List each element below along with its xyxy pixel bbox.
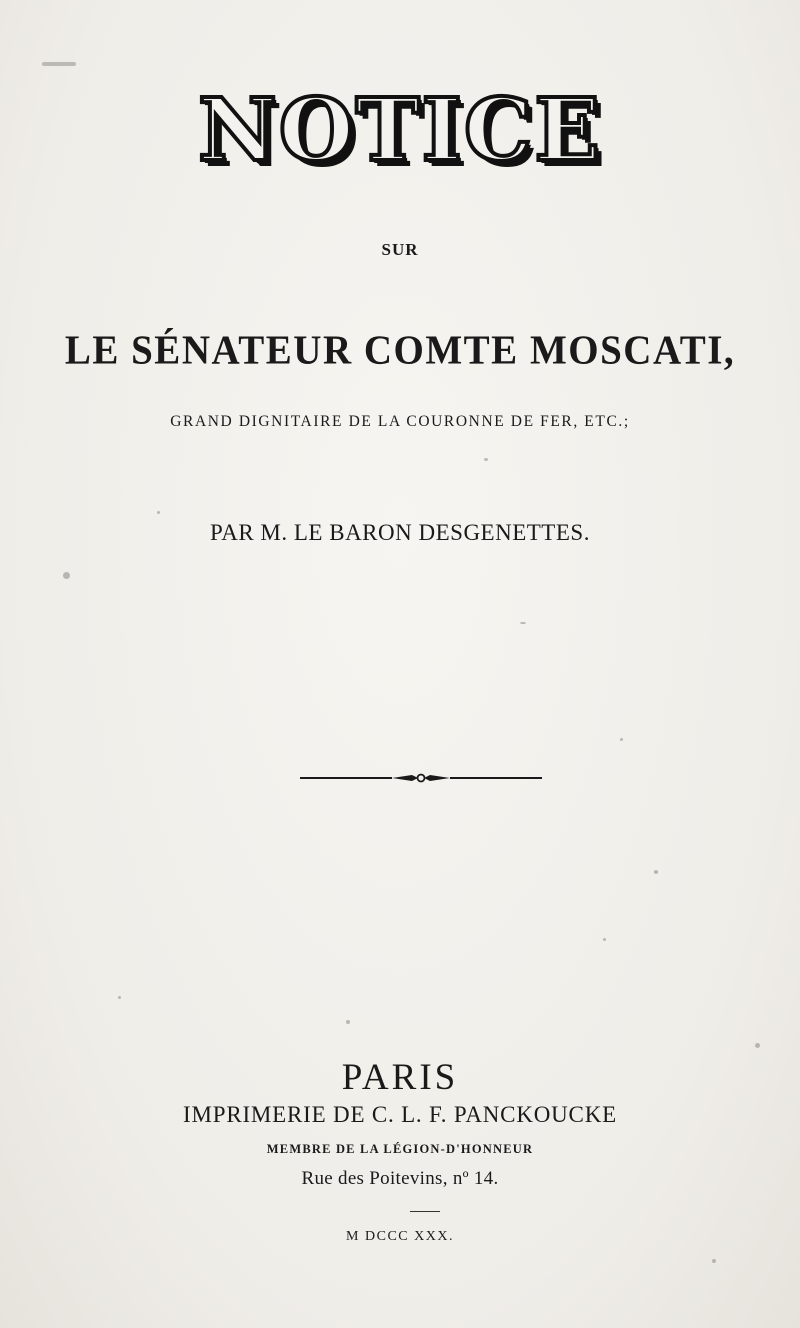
paper-speck xyxy=(654,870,658,874)
main-title: NOTICE xyxy=(198,80,602,181)
imprint-address: Rue des Poitevins, nº 14. xyxy=(301,1168,499,1189)
subject-heading: LE SÉNATEUR COMTE MOSCATI, xyxy=(64,327,736,374)
paper-speck xyxy=(520,622,526,624)
paper-speck xyxy=(603,938,606,941)
paper-speck xyxy=(620,738,623,741)
imprint-date: M DCCC XXX. xyxy=(346,1229,454,1244)
paper-speck xyxy=(63,572,70,579)
imprint-printer: IMPRIMERIE DE C. L. F. PANCKOUCKE xyxy=(183,1102,617,1127)
title-preposition: SUR xyxy=(381,240,419,259)
paper-speck xyxy=(42,62,76,66)
author-line: PAR M. LE BARON DESGENETTES. xyxy=(210,520,590,545)
paper-speck xyxy=(712,1259,716,1263)
paper-speck xyxy=(755,1043,760,1048)
imprint-divider xyxy=(410,1211,440,1212)
subject-dignity: GRAND DIGNITAIRE DE LA COURONNE DE FER, ETC.; xyxy=(170,413,630,430)
ornamental-rule-icon xyxy=(300,768,542,788)
paper-speck xyxy=(484,458,488,461)
paper-speck xyxy=(157,511,160,514)
paper-speck xyxy=(118,996,121,999)
imprint-city: PARIS xyxy=(341,1057,459,1098)
paper-speck xyxy=(346,1020,350,1024)
imprint-membership: MEMBRE DE LA LÉGION-D'HONNEUR xyxy=(266,1142,534,1156)
